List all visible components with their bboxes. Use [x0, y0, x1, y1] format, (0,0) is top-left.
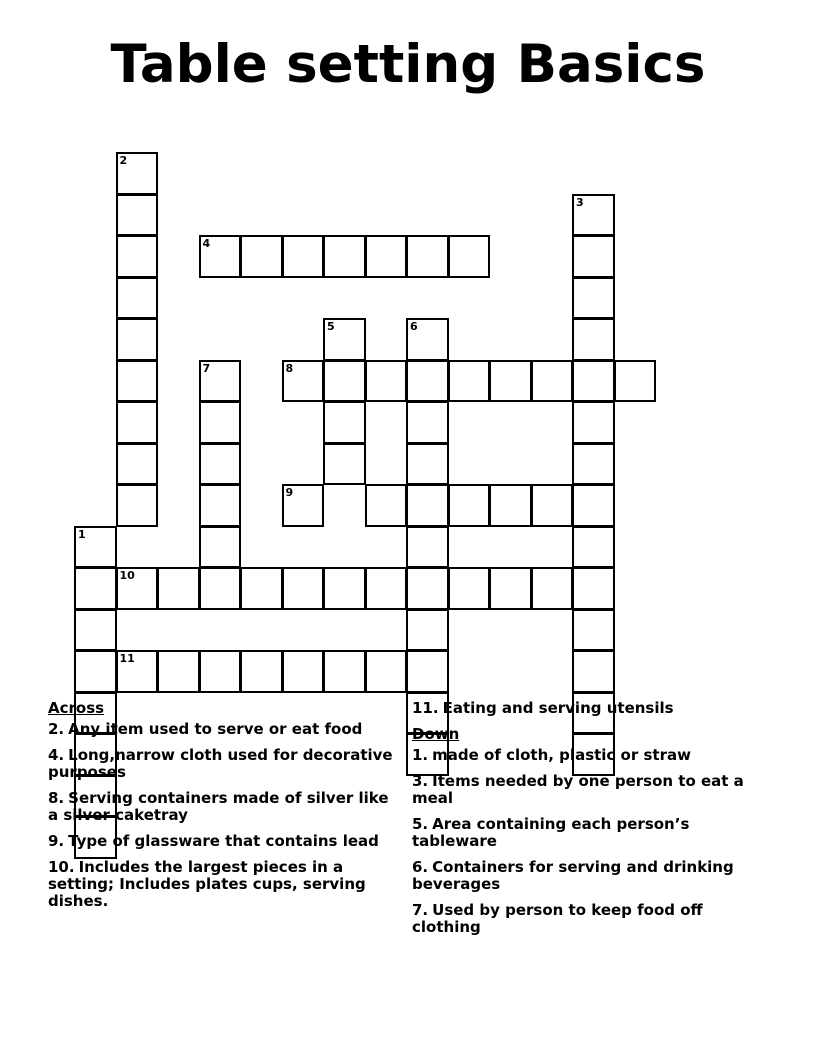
cell-number: 4 [202, 237, 211, 250]
clue-number: 8. [48, 789, 65, 807]
grid-cell [572, 360, 615, 403]
cell-number: 9 [285, 486, 294, 499]
grid-cell [406, 526, 449, 569]
grid-cell [116, 152, 159, 195]
grid-cell [448, 235, 491, 278]
grid-cell [282, 235, 325, 278]
grid-cell [572, 401, 615, 444]
grid-cell [323, 567, 366, 610]
grid-cell [572, 277, 615, 320]
clue-text: Serving containers made of silver like a silver caketray [48, 789, 389, 824]
grid-cell [323, 235, 366, 278]
clue-across-4 [48, 747, 393, 781]
grid-cell [240, 650, 283, 693]
clue-text: Containers for serving and drinking beverages [412, 858, 734, 893]
grid-cell [531, 484, 574, 527]
down-heading: Down [412, 725, 460, 743]
clue-down-5 [412, 816, 762, 850]
grid-cell [448, 484, 491, 527]
clue-number: 1. [412, 746, 429, 764]
clue-number: 4. [48, 746, 65, 764]
grid-cell [448, 567, 491, 610]
grid-cell [116, 567, 159, 610]
grid-cell [116, 443, 159, 486]
clue-across-11 [412, 700, 762, 717]
grid-cell [323, 650, 366, 693]
clue-number: 11. [412, 699, 439, 717]
grid-cell [199, 443, 242, 486]
grid-cell [572, 526, 615, 569]
grid-cell [282, 567, 325, 610]
grid-cell [116, 318, 159, 361]
grid-cell [365, 235, 408, 278]
grid-cell [406, 401, 449, 444]
clue-number: 2. [48, 720, 65, 738]
cell-number: 7 [202, 361, 211, 375]
cell-number: 3 [576, 195, 584, 209]
grid-cell [116, 277, 159, 320]
grid-cell [116, 235, 159, 278]
clue-across-9 [48, 833, 393, 850]
grid-cell [572, 650, 615, 693]
grid-cell [406, 318, 449, 361]
grid-cell [448, 360, 491, 403]
grid-cell [199, 235, 242, 278]
clue-down-6 [412, 859, 762, 893]
clue-across-8 [48, 790, 393, 824]
grid-cell [199, 650, 242, 693]
grid-cell [116, 484, 159, 527]
grid-cell [116, 650, 159, 693]
grid-cell [157, 650, 200, 693]
grid-cell [323, 360, 366, 403]
clue-number: 9. [48, 832, 65, 850]
clue-number: 5. [412, 815, 429, 833]
grid-cell [406, 360, 449, 403]
grid-cell [116, 360, 159, 403]
clue-number: 3. [412, 772, 429, 790]
grid-cell [572, 484, 615, 527]
grid-cell [199, 567, 242, 610]
clue-text: made of cloth, plastic or straw [432, 746, 691, 764]
cell-number: 8 [285, 361, 294, 375]
grid-cell [323, 443, 366, 486]
grid-cell [572, 235, 615, 278]
grid-cell [572, 567, 615, 610]
clue-across-10 [48, 859, 393, 910]
clue-across-2 [48, 721, 393, 738]
grid-cell [572, 194, 615, 237]
cell-number: 11 [119, 652, 135, 665]
clue-down-7 [412, 902, 762, 936]
grid-cell [240, 235, 283, 278]
cell-number: 10 [119, 569, 135, 582]
grid-cell [365, 567, 408, 610]
clues-left-column [48, 700, 393, 919]
grid-cell [199, 401, 242, 444]
clue-text: Includes the largest pieces in a setting; Includes plates cups, serving dishes. [48, 858, 366, 910]
grid-cell [406, 609, 449, 652]
grid-cell [531, 360, 574, 403]
grid-cell [323, 401, 366, 444]
clue-text: Items needed by one person to eat a meal [412, 772, 744, 807]
grid-cell [74, 650, 117, 693]
grid-cell [406, 484, 449, 527]
grid-cell [489, 567, 532, 610]
grid-cell [531, 567, 574, 610]
clue-text: Area containing each person’s tableware [412, 815, 690, 850]
grid-cell [240, 567, 283, 610]
grid-cell [365, 360, 408, 403]
grid-cell [282, 484, 325, 527]
grid-cell [199, 526, 242, 569]
clue-text: Any item used to serve or eat food [68, 720, 363, 738]
across-heading: Across [48, 699, 105, 717]
grid-cell [116, 194, 159, 237]
clue-down-3 [412, 773, 762, 807]
grid-cell [74, 609, 117, 652]
grid-cell [199, 360, 242, 403]
grid-cell [614, 360, 657, 403]
grid-cell [572, 318, 615, 361]
cell-number: 1 [78, 527, 86, 541]
grid-cell [489, 360, 532, 403]
grid-cell [116, 401, 159, 444]
clue-text: Used by person to keep food off clothing [412, 901, 703, 936]
grid-cell [74, 567, 117, 610]
grid-cell [406, 235, 449, 278]
grid-cell [282, 360, 325, 403]
grid-cell [157, 567, 200, 610]
clue-number: 10. [48, 858, 75, 876]
grid-cell [365, 650, 408, 693]
grid-cell [572, 609, 615, 652]
grid-cell [365, 484, 408, 527]
cell-number: 6 [410, 320, 418, 333]
clue-number: 7. [412, 901, 429, 919]
grid-cell [406, 650, 449, 693]
clues-right-column [412, 700, 762, 945]
cell-number: 5 [327, 320, 335, 333]
page-title: Table setting Basics [110, 34, 706, 95]
clue-text: Long,narrow cloth used for decorative purposes [48, 746, 393, 781]
grid-cell [323, 318, 366, 361]
grid-cell [489, 484, 532, 527]
grid-cell [406, 443, 449, 486]
grid-cell [74, 526, 117, 569]
clue-text: Type of glassware that contains lead [68, 832, 379, 850]
grid-cell [282, 650, 325, 693]
clue-down-1 [412, 747, 762, 764]
grid-cell [572, 443, 615, 486]
cell-number: 2 [119, 154, 128, 167]
clue-number: 6. [412, 858, 429, 876]
clue-text: Eating and serving utensils [442, 699, 674, 717]
grid-cell [199, 484, 242, 527]
grid-cell [406, 567, 449, 610]
